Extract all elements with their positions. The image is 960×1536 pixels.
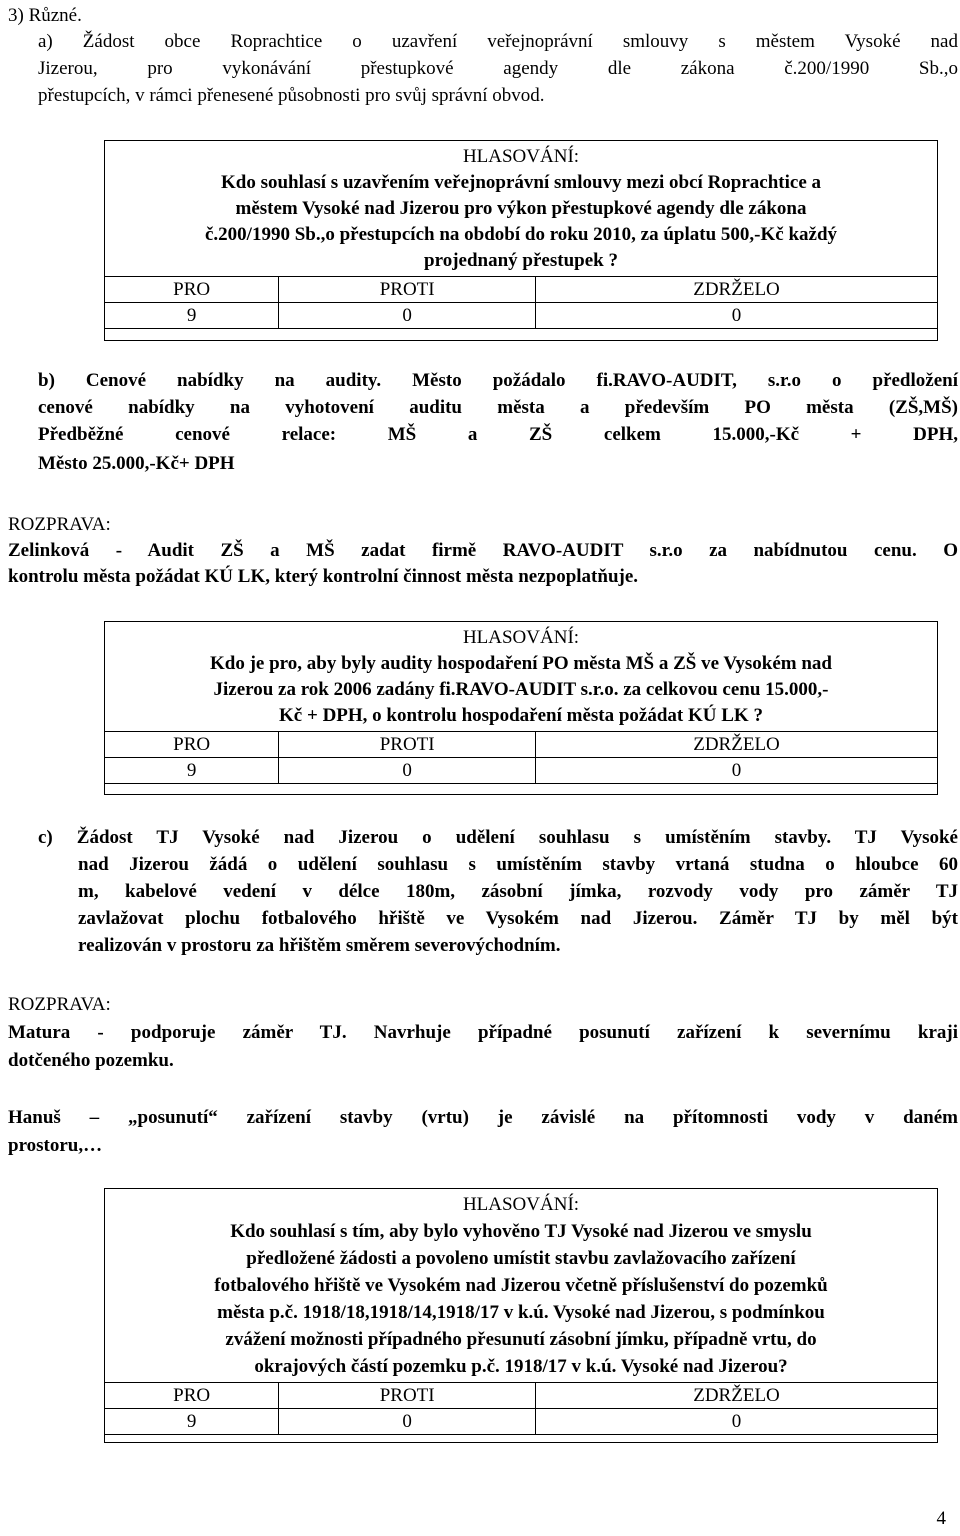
section-heading: 3) Různé.	[8, 5, 82, 26]
vote-title: HLASOVÁNÍ:	[462, 146, 580, 167]
vote-results-table	[104, 731, 938, 784]
discussion-line: Zelinková - Audit ZŠ a MŠ zadat firmě RAVO-AUDIT s.r.o za nabídnutou cenu. O	[8, 540, 958, 561]
item-b-line-3: Předběžné cenové relace: MŠ a ZŠ celkem 15.000,-Kč + DPH,	[38, 424, 958, 445]
vote-question-line: fotbalového hřiště ve Vysokém nad Jizerou včetně příslušenství do pozemků	[214, 1275, 828, 1296]
vote-title: HLASOVÁNÍ:	[462, 1194, 580, 1215]
item-c-line-1: c) Žádost TJ Vysoké nad Jizerou o udělení souhlasu s umístěním stavby. TJ Vysoké	[38, 827, 958, 848]
vote-box-a	[104, 140, 938, 341]
vote-question-line: Kdo je pro, aby byly audity hospodaření PO města MŠ a ZŠ ve Vysokém nad	[210, 653, 832, 674]
vote-question-line: Kdo souhlasí s uzavřením veřejnoprávní smlouvy mezi obcí Roprachtice a	[220, 172, 822, 193]
vote-value-proti: 0	[279, 1409, 536, 1435]
vote-header-pro: PRO	[105, 1383, 279, 1409]
discussion-line: dotčeného pozemku.	[8, 1050, 174, 1071]
vote-header-proti: PROTI	[279, 277, 536, 303]
item-b-line-4: Město 25.000,-Kč+ DPH	[38, 453, 235, 474]
vote-question-line: Kdo souhlasí s tím, aby bylo vyhověno TJ Vysoké nad Jizerou ve smyslu	[230, 1221, 812, 1242]
vote-question-line: města p.č. 1918/18,1918/14,1918/17 v k.ú. Vysoké nad Jizerou, s podmínkou	[217, 1302, 825, 1323]
vote-value-proti: 0	[279, 303, 536, 329]
vote-question-line: projednaný přestupek ?	[424, 250, 618, 271]
vote-title: HLASOVÁNÍ:	[462, 627, 580, 648]
discussion-label: ROZPRAVA:	[8, 514, 111, 535]
vote-header-zdrzelo: ZDRŽELO	[536, 732, 938, 758]
vote-header-pro: PRO	[105, 277, 279, 303]
vote-box-c	[104, 1188, 938, 1443]
vote-value-zdrzelo: 0	[536, 1409, 938, 1435]
discussion-line: Hanuš – „posunutí“ zařízení stavby (vrtu) je závislé na přítomnosti vody v daném	[8, 1107, 958, 1128]
discussion-line: Matura - podporuje záměr TJ. Navrhuje případné posunutí zařízení k severnímu kraji	[8, 1022, 958, 1043]
item-a-line-2: Jizerou, pro vykonávání přestupkové agendy dle zákona č.200/1990 Sb.,o	[38, 58, 958, 79]
page-number: 4	[936, 1508, 946, 1529]
item-b-line-2: cenové nabídky na vyhotovení auditu města a především PO města (ZŠ,MŠ)	[38, 397, 958, 418]
vote-header-zdrzelo: ZDRŽELO	[536, 277, 938, 303]
discussion-label: ROZPRAVA:	[8, 994, 111, 1015]
vote-value-proti: 0	[279, 758, 536, 784]
vote-results-table	[104, 1382, 938, 1435]
vote-value-pro: 9	[105, 758, 279, 784]
item-b-line-1: b) Cenové nabídky na audity. Město požádalo fi.RAVO-AUDIT, s.r.o o předložení	[38, 370, 958, 391]
vote-question-line: č.200/1990 Sb.,o přestupcích na období do roku 2010, za úplatu 500,-Kč každý	[204, 224, 838, 245]
item-c-line-4: zavlažovat plochu fotbalového hřiště ve Vysokém nad Jizerou. Záměr TJ by měl být	[78, 908, 958, 929]
discussion-line: prostoru,…	[8, 1135, 103, 1156]
item-c-line-2: nad Jizerou žádá o udělení souhlasu s umístěním stavby vrtaná studna o hloubce 60	[78, 854, 958, 875]
item-c-line-3: m, kabelové vedení v délce 180m, zásobní jímka, rozvody vody pro záměr TJ	[78, 881, 958, 902]
vote-question-line: předložené žádosti a povoleno umístit stavbu zavlažovacího zařízení	[246, 1248, 796, 1269]
vote-value-pro: 9	[105, 1409, 279, 1435]
vote-value-zdrzelo: 0	[536, 758, 938, 784]
vote-value-zdrzelo: 0	[536, 303, 938, 329]
vote-value-pro: 9	[105, 303, 279, 329]
vote-question-line: Jizerou za rok 2006 zadány fi.RAVO-AUDIT s.r.o. za celkovou cenu 15.000,-	[213, 679, 829, 700]
vote-header-proti: PROTI	[279, 732, 536, 758]
vote-question-line: městem Vysoké nad Jizerou pro výkon přestupkové agendy dle zákona	[235, 198, 807, 219]
vote-box-b	[104, 621, 938, 795]
vote-question-line: zvážení možnosti případného přesunutí zásobní jímku, případně vrtu, do	[225, 1329, 817, 1350]
item-c-line-5: realizován v prostoru za hřištěm směrem severovýchodním.	[78, 935, 561, 956]
vote-question-line: okrajových částí pozemku p.č. 1918/17 v k.ú. Vysoké nad Jizerou?	[254, 1356, 788, 1377]
vote-question-line: Kč + DPH, o kontrolu hospodaření města požádat KÚ LK ?	[279, 705, 763, 726]
item-a-line-3: přestupcích, v rámci přenesené působnosti pro svůj správní obvod.	[38, 85, 545, 106]
vote-header-zdrzelo: ZDRŽELO	[536, 1383, 938, 1409]
vote-header-proti: PROTI	[279, 1383, 536, 1409]
vote-header-pro: PRO	[105, 732, 279, 758]
vote-results-table	[104, 276, 938, 329]
discussion-line: kontrolu města požádat KÚ LK, který kontrolní činnost města nezpoplatňuje.	[8, 566, 639, 587]
item-a-line-1: a) Žádost obce Roprachtice o uzavření veřejnoprávní smlouvy s městem Vysoké nad	[38, 31, 958, 52]
